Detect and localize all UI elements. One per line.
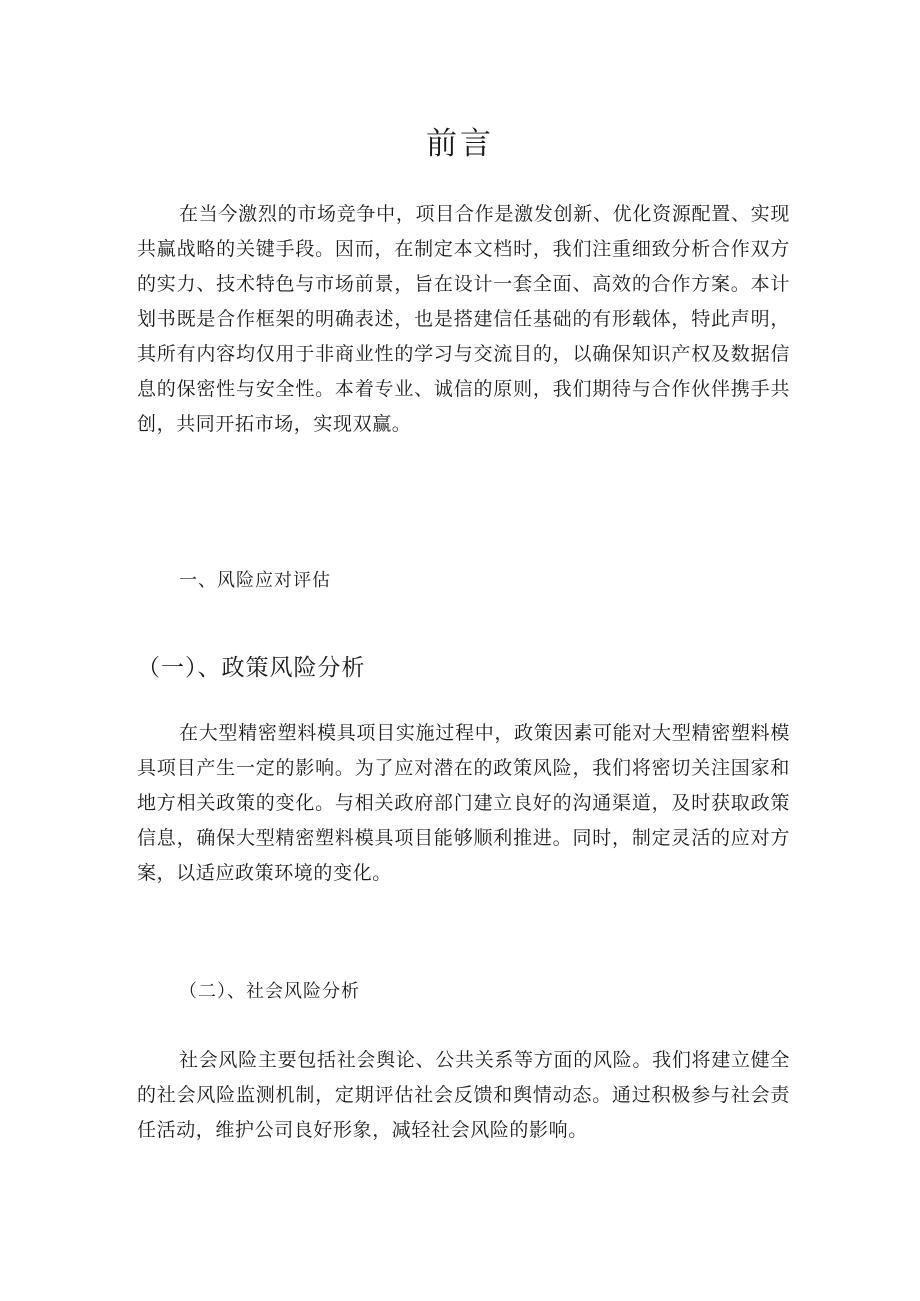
social-risk-paragraph: 社会风险主要包括社会舆论、公共关系等方面的风险。我们将建立健全的社会风险监测机制，定期评估社会反馈和舆情动态。通过积极参与社会责任活动，维护公司良好形象，减轻社会风险的影响。: [137, 1049, 790, 1141]
intro-paragraph: 在当今激烈的市场竞争中，项目合作是激发创新、优化资源配置、实现共赢战略的关键手段。因而，在制定本文档时，我们注重细致分析合作双方的实力、技术特色与市场前景，旨在设计一套全面、高效的合作方案。本计划书既是合作框架的明确表述，也是搭建信任基础的有形载体，特此声明，其所有内容均仅用于非商业性的学习与交流目的，以确保知识产权及数据信息的保密性与安全性。本着专业、诚信的原则，我们期待与合作伙伴携手共创，共同开拓市场，实现双赢。: [137, 203, 790, 435]
subsection-heading-policy-risk: （一）、政策风险分析: [137, 655, 366, 681]
section-heading-risk-assessment: 一、风险应对评估: [179, 570, 331, 591]
page-title: 前言: [426, 126, 494, 162]
subsection-heading-social-risk: （二）、社会风险分析: [179, 981, 360, 1002]
policy-risk-paragraph: 在大型精密塑料模具项目实施过程中，政策因素可能对大型精密塑料模具项目产生一定的影响。为了应对潜在的政策风险，我们将密切关注国家和地方相关政策的变化。与相关政府部门建立良好的沟通渠道，及时获取政策信息，确保大型精密塑料模具项目能够顺利推进。同时，制定灵活的应对方案，以适应政策环境的变化。: [137, 722, 790, 884]
